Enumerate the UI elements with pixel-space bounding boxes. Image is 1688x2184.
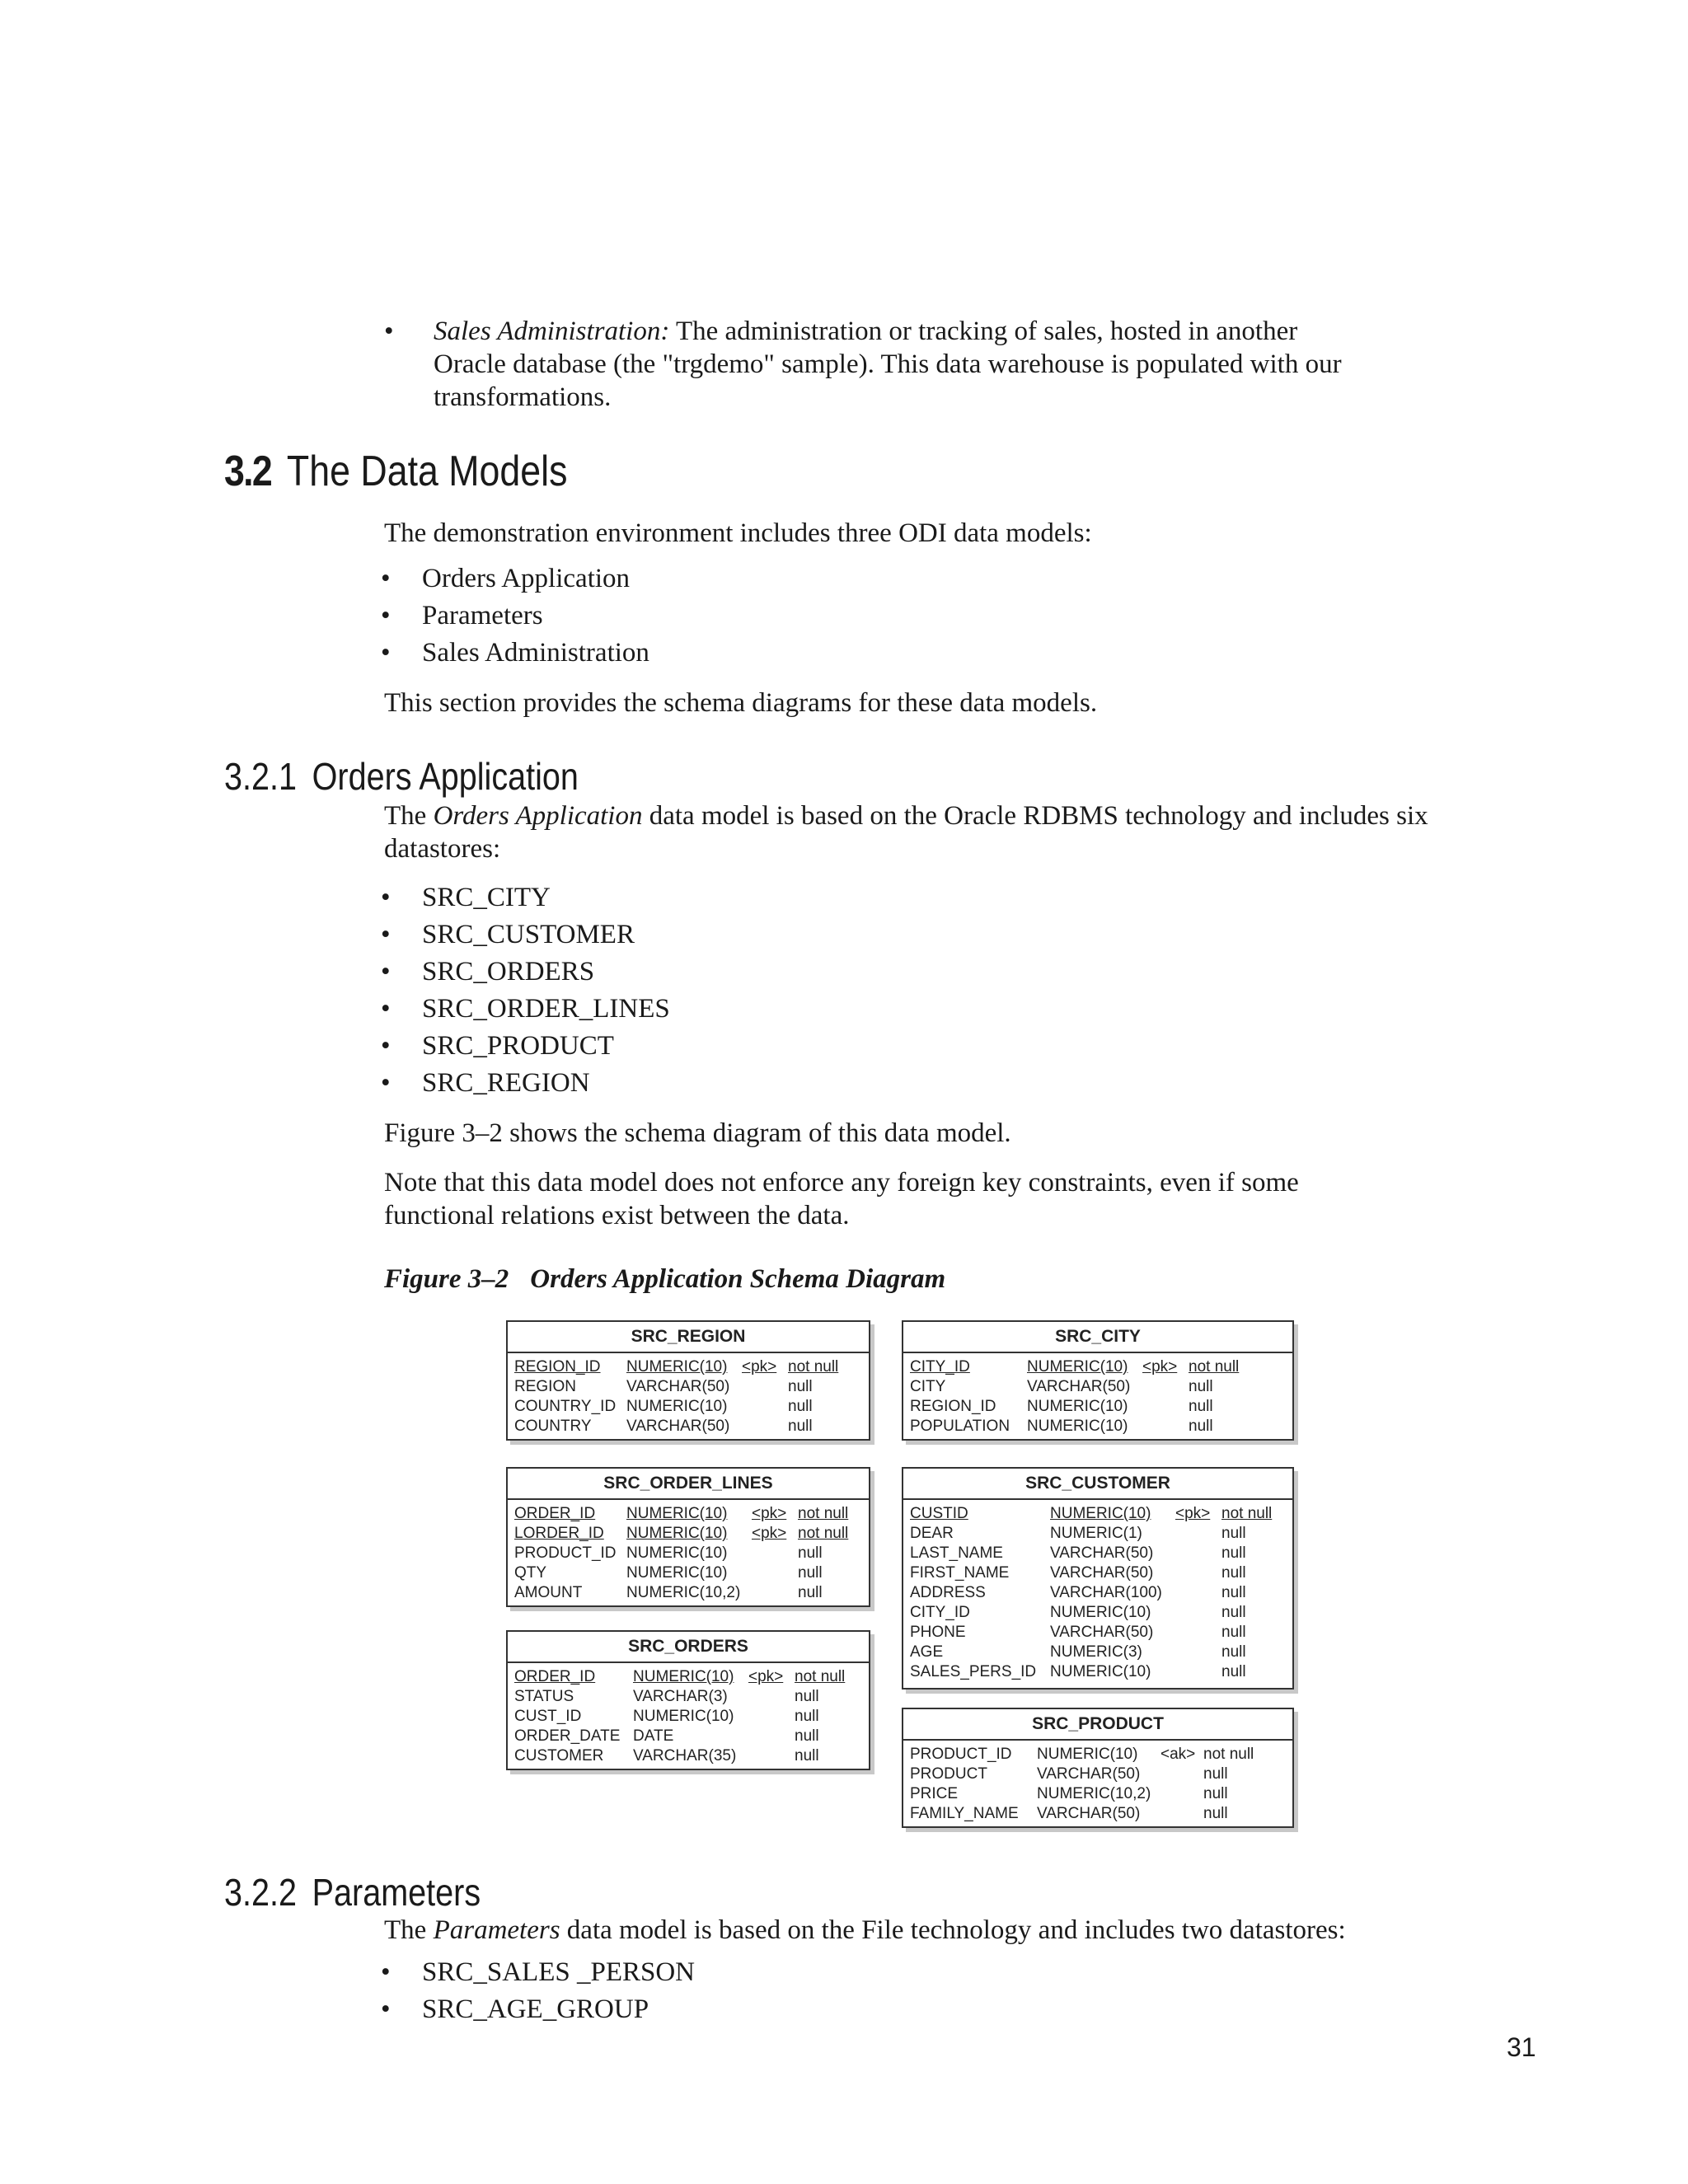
table-row xyxy=(903,1417,1292,1436)
table-title: SRC_CITY xyxy=(903,1322,1292,1353)
column-nullability: null xyxy=(1189,1418,1213,1435)
subsection-number: 3.2.2 xyxy=(224,1871,297,1914)
column-name: SALES_PERS_ID xyxy=(910,1663,1037,1680)
column-nullability: not null xyxy=(1221,1505,1273,1522)
column-name: COUNTRY_ID xyxy=(514,1398,617,1415)
section-number: 3.2 xyxy=(224,448,272,495)
column-nullability: not null xyxy=(798,1525,849,1542)
datastore-item: • SRC_REGION xyxy=(381,1068,590,1098)
model-item: • Sales Administration xyxy=(381,638,649,668)
subsection-title: Orders Application xyxy=(312,755,579,798)
column-type: VARCHAR(3) xyxy=(633,1688,728,1705)
column-type: NUMERIC(10) xyxy=(1050,1604,1151,1621)
figure-number: Figure 3–2 xyxy=(384,1264,509,1294)
column-type: VARCHAR(100) xyxy=(1050,1584,1162,1601)
table-row xyxy=(508,1583,869,1603)
intro-bullet-text-2: Oracle database (the "trgdemo" sample). This data warehouse is populated with our xyxy=(434,349,1342,379)
column-nullability: null xyxy=(1189,1398,1213,1415)
table-row xyxy=(508,1417,869,1436)
column-type: NUMERIC(10) xyxy=(1027,1358,1128,1376)
column-type: NUMERIC(10) xyxy=(633,1668,734,1685)
column-type: VARCHAR(50) xyxy=(1027,1378,1131,1395)
column-name: CUST_ID xyxy=(514,1708,582,1725)
subsection-heading-orders xyxy=(224,753,579,799)
table-row xyxy=(508,1544,869,1563)
table-row xyxy=(903,1745,1292,1765)
column-nullability: null xyxy=(798,1584,823,1601)
column-name: PRODUCT xyxy=(910,1765,987,1783)
datastore-label: SRC_AGE_GROUP xyxy=(422,1994,649,2024)
table-rows xyxy=(508,1663,869,1766)
column-type: NUMERIC(10) xyxy=(1027,1398,1128,1415)
table-src-product xyxy=(902,1708,1294,1828)
subsection-number: 3.2.1 xyxy=(224,755,297,798)
column-type: NUMERIC(10) xyxy=(626,1358,728,1376)
datastore-label: SRC_SALES _PERSON xyxy=(422,1957,696,1987)
table-row xyxy=(903,1623,1292,1643)
figure-caption xyxy=(384,1263,945,1296)
section-heading xyxy=(224,445,567,498)
column-name: ORDER_DATE xyxy=(514,1727,621,1745)
column-nullability: null xyxy=(788,1378,813,1395)
column-nullability: null xyxy=(798,1564,823,1582)
parameters-desc-post: data model is based on the File technology and includes two datastores: xyxy=(560,1915,1346,1945)
table-row xyxy=(903,1504,1292,1524)
figure-reference: Figure 3–2 shows the schema diagram of this data model. xyxy=(384,1118,1011,1148)
table-src-orders xyxy=(506,1630,870,1770)
column-name: AMOUNT xyxy=(514,1584,583,1601)
datastore-label: SRC_ORDER_LINES xyxy=(422,994,670,1024)
column-type: VARCHAR(50) xyxy=(1050,1544,1154,1562)
column-nullability: null xyxy=(795,1727,819,1745)
column-nullability: null xyxy=(1221,1663,1246,1680)
column-type: NUMERIC(3) xyxy=(1050,1643,1142,1661)
section-title: The Data Models xyxy=(286,448,568,495)
datastore-item: • SRC_CITY xyxy=(381,883,551,912)
column-nullability: null xyxy=(1221,1564,1246,1582)
column-type: NUMERIC(10,2) xyxy=(1037,1785,1151,1802)
column-nullability: null xyxy=(795,1747,819,1765)
table-row xyxy=(508,1504,869,1524)
column-type: VARCHAR(50) xyxy=(1037,1805,1141,1822)
column-name: AGE xyxy=(910,1643,944,1661)
column-name: COUNTRY xyxy=(514,1418,592,1435)
table-row xyxy=(508,1397,869,1417)
table-src-order-lines xyxy=(506,1467,870,1607)
column-type: VARCHAR(50) xyxy=(626,1418,730,1435)
column-name: PHONE xyxy=(910,1624,966,1641)
column-name: ORDER_ID xyxy=(514,1668,596,1685)
column-nullability: null xyxy=(788,1418,813,1435)
column-type: NUMERIC(10) xyxy=(626,1525,728,1542)
datastore-item: • SRC_ORDERS xyxy=(381,957,595,987)
column-type: NUMERIC(10) xyxy=(1037,1746,1138,1763)
datastore-item: • SRC_ORDER_LINES xyxy=(381,994,670,1024)
column-nullability: null xyxy=(1221,1604,1246,1621)
table-row xyxy=(508,1746,869,1766)
column-type: NUMERIC(10,2) xyxy=(626,1584,741,1601)
column-nullability: null xyxy=(795,1708,819,1725)
column-key: <pk> xyxy=(742,1358,777,1376)
column-type: NUMERIC(10) xyxy=(626,1564,728,1582)
column-name: CITY_ID xyxy=(910,1604,970,1621)
table-row xyxy=(508,1524,869,1544)
column-nullability: not null xyxy=(1189,1358,1240,1376)
column-nullability: null xyxy=(1221,1525,1246,1542)
column-nullability: null xyxy=(1203,1805,1228,1822)
datastore-label: SRC_PRODUCT xyxy=(422,1031,614,1061)
column-name: STATUS xyxy=(514,1688,574,1705)
column-key: <pk> xyxy=(1175,1505,1211,1522)
column-type: NUMERIC(10) xyxy=(633,1708,734,1725)
datastore-label: SRC_ORDERS xyxy=(422,957,595,987)
orders-desc-pre: The xyxy=(384,801,434,831)
column-nullability: null xyxy=(788,1398,813,1415)
table-title: SRC_PRODUCT xyxy=(903,1709,1292,1741)
column-name: FAMILY_NAME xyxy=(910,1805,1019,1822)
orders-desc-post: data model is based on the Oracle RDBMS technology and includes six xyxy=(642,801,1428,831)
page-number: 31 xyxy=(1507,2032,1536,2062)
table-row xyxy=(508,1707,869,1727)
table-row xyxy=(508,1377,869,1397)
figure-title: Orders Application Schema Diagram xyxy=(530,1264,946,1294)
table-row xyxy=(903,1583,1292,1603)
orders-desc-line-1 xyxy=(384,799,1428,832)
table-src-region xyxy=(506,1320,870,1441)
datastore-item: • SRC_PRODUCT xyxy=(381,1031,614,1061)
datastore-item: • SRC_AGE_GROUP xyxy=(381,1994,649,2024)
datastore-item: • SRC_CUSTOMER xyxy=(381,920,635,949)
table-rows xyxy=(508,1353,869,1436)
intro-bullet-line-1 xyxy=(434,315,1297,348)
column-nullability: null xyxy=(1203,1785,1228,1802)
table-row xyxy=(903,1524,1292,1544)
column-nullability: null xyxy=(1221,1584,1246,1601)
column-name: POPULATION xyxy=(910,1418,1010,1435)
note-line-2: functional relations exist between the data. xyxy=(384,1201,850,1230)
column-name: LAST_NAME xyxy=(910,1544,1003,1562)
table-title: SRC_CUSTOMER xyxy=(903,1469,1292,1500)
column-nullability: null xyxy=(1221,1544,1246,1562)
table-rows xyxy=(903,1353,1292,1436)
column-name: PRODUCT_ID xyxy=(910,1746,1012,1763)
model-item-label: Parameters xyxy=(422,601,543,630)
bullet-dot: • xyxy=(384,316,394,346)
column-type: NUMERIC(10) xyxy=(626,1398,728,1415)
column-name: QTY xyxy=(514,1564,547,1582)
column-nullability: null xyxy=(795,1688,819,1705)
column-key: <pk> xyxy=(752,1525,787,1542)
datastore-label: SRC_REGION xyxy=(422,1068,590,1098)
datastore-label: SRC_CUSTOMER xyxy=(422,920,635,949)
column-type: VARCHAR(50) xyxy=(626,1378,730,1395)
table-row xyxy=(508,1357,869,1377)
intro-bullet-text-1: The administration or tracking of sales, hosted in another xyxy=(675,316,1298,346)
table-src-city xyxy=(902,1320,1294,1441)
table-row xyxy=(903,1765,1292,1784)
parameters-desc-italic: Parameters xyxy=(433,1915,560,1945)
column-type: NUMERIC(10) xyxy=(626,1544,728,1562)
table-row xyxy=(508,1727,869,1746)
column-name: CITY xyxy=(910,1378,946,1395)
table-title: SRC_REGION xyxy=(508,1322,869,1353)
table-row xyxy=(903,1563,1292,1583)
column-nullability: not null xyxy=(798,1505,849,1522)
column-type: VARCHAR(50) xyxy=(1050,1564,1154,1582)
note-line-1: Note that this data model does not enforce any foreign key constraints, even if some xyxy=(384,1168,1299,1197)
subsection-title: Parameters xyxy=(312,1871,481,1914)
orders-desc-italic: Orders Application xyxy=(433,801,643,831)
column-type: VARCHAR(35) xyxy=(633,1747,737,1765)
column-type: NUMERIC(10) xyxy=(626,1505,728,1522)
datastore-label: SRC_CITY xyxy=(422,883,551,912)
table-row xyxy=(903,1377,1292,1397)
column-key: <pk> xyxy=(1142,1358,1178,1376)
subsection-heading-parameters xyxy=(224,1869,481,1915)
table-rows xyxy=(508,1500,869,1603)
table-row xyxy=(903,1643,1292,1662)
column-type: NUMERIC(10) xyxy=(1027,1418,1128,1435)
table-row xyxy=(508,1563,869,1583)
parameters-desc xyxy=(384,1914,1346,1947)
intro-bullet-text-3: transformations. xyxy=(434,382,612,412)
column-type: VARCHAR(50) xyxy=(1037,1765,1141,1783)
table-row xyxy=(508,1687,869,1707)
model-item-label: Sales Administration xyxy=(422,638,649,668)
column-nullability: not null xyxy=(795,1668,846,1685)
column-name: PRODUCT_ID xyxy=(514,1544,617,1562)
column-type: NUMERIC(10) xyxy=(1050,1663,1151,1680)
table-src-customer xyxy=(902,1467,1294,1690)
column-nullability: not null xyxy=(1203,1746,1254,1763)
datastore-item: • SRC_SALES _PERSON xyxy=(381,1957,696,1987)
column-name: CITY_ID xyxy=(910,1358,970,1376)
table-rows xyxy=(903,1500,1292,1682)
column-name: DEAR xyxy=(910,1525,954,1542)
table-row xyxy=(903,1544,1292,1563)
model-item: • Orders Application xyxy=(381,564,631,593)
column-name: CUSTID xyxy=(910,1505,968,1522)
column-name: REGION_ID xyxy=(910,1398,996,1415)
column-name: CUSTOMER xyxy=(514,1747,604,1765)
column-name: LORDER_ID xyxy=(514,1525,604,1542)
column-key: <pk> xyxy=(752,1505,787,1522)
column-nullability: null xyxy=(1189,1378,1213,1395)
parameters-desc-pre: The xyxy=(384,1915,434,1945)
table-title: SRC_ORDERS xyxy=(508,1632,869,1663)
column-type: NUMERIC(10) xyxy=(1050,1505,1151,1522)
table-title: SRC_ORDER_LINES xyxy=(508,1469,869,1500)
column-key: <pk> xyxy=(748,1668,784,1685)
table-row xyxy=(903,1357,1292,1377)
column-name: ADDRESS xyxy=(910,1584,986,1601)
column-nullability: null xyxy=(798,1544,823,1562)
table-row xyxy=(903,1397,1292,1417)
column-type: DATE xyxy=(633,1727,674,1745)
column-nullability: not null xyxy=(788,1358,839,1376)
table-row xyxy=(508,1667,869,1687)
column-name: REGION_ID xyxy=(514,1358,601,1376)
column-name: ORDER_ID xyxy=(514,1505,596,1522)
table-row xyxy=(903,1662,1292,1682)
column-nullability: null xyxy=(1221,1624,1246,1641)
column-nullability: null xyxy=(1203,1765,1228,1783)
table-row xyxy=(903,1784,1292,1804)
section-intro: The demonstration environment includes three ODI data models: xyxy=(384,518,1092,548)
model-item: • Parameters xyxy=(381,601,543,630)
column-nullability: null xyxy=(1221,1643,1246,1661)
column-type: VARCHAR(50) xyxy=(1050,1624,1154,1641)
intro-bullet-label: Sales Administration: xyxy=(434,316,670,346)
orders-desc-line-2: datastores: xyxy=(384,834,501,864)
table-row xyxy=(903,1804,1292,1824)
table-row xyxy=(903,1603,1292,1623)
column-key: <ak> xyxy=(1160,1746,1196,1763)
column-type: NUMERIC(1) xyxy=(1050,1525,1142,1542)
column-name: REGION xyxy=(514,1378,576,1395)
table-rows xyxy=(903,1741,1292,1824)
column-name: FIRST_NAME xyxy=(910,1564,1010,1582)
section-outro: This section provides the schema diagrams for these data models. xyxy=(384,688,1098,718)
model-item-label: Orders Application xyxy=(422,564,631,593)
column-name: PRICE xyxy=(910,1785,959,1802)
